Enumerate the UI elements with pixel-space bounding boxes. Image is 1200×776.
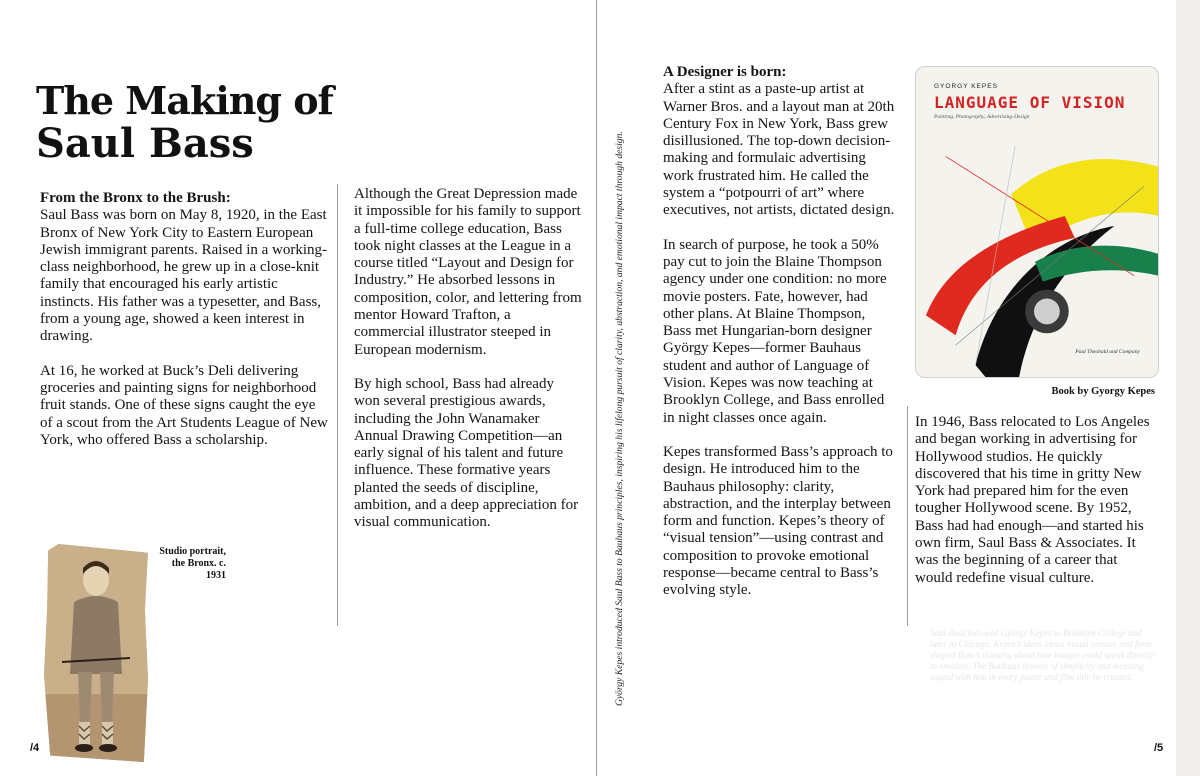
page-edge — [1176, 0, 1200, 776]
faded-background-text: Saul Bass followed György Kepes to Brooklyn College and later to Chicago. Kepes’s ideas about visual tension and form shaped Bass’s thinking about how images could speak directly to emotion. The Bauhaus lessons of simplicity and meaning stayed with him in every poster and film title he created. — [930, 628, 1154, 682]
vertical-pull-quote-text: György Kepes introduced Saul Bass to Bauhaus principles, inspiring his lifelong pursuit of clarity, abstraction, and emotional impact through design. — [614, 131, 625, 706]
paragraph-disillusioned: After a stint as a paste-up artist at Warner Bros. and a layout man at 20th Century Fox in New York, Bass grew disillusioned. The top-down decision-making and formulaic advertising work frustrated him. He called the system a “potpourri of art” where executives, not artists, dictated design. — [663, 81, 895, 219]
book-author: GYORGY KEPES — [934, 83, 998, 90]
book-subtitle: Painting, Photography, Advertising-Design — [934, 114, 1030, 120]
title-line-1: The Making of — [36, 78, 333, 123]
title-line-2: Saul Bass — [36, 120, 254, 167]
section-heading-designer: A Designer is born: — [663, 64, 787, 80]
column-depression — [354, 186, 582, 549]
paragraph-awards: By high school, Bass had already won several prestigious awards, including the John Wanamaker Annual Drawing Competition—an early signal of his talent and future influence. These formative years planted the seeds of discipline, ambition, and a deep appreciation for visual communication. — [354, 375, 579, 531]
section-heading-bronx: From the Bronx to the Brush: — [40, 190, 231, 206]
book-cover-image — [915, 66, 1159, 378]
paragraph-birth: Saul Bass was born on May 8, 1920, in the East Bronx of New York City to Eastern European Jewish immigrant parents. Raised in a working-class neighborhood, he grew up in a close-knit family that encouraged his early artistic instincts. His father was a typesetter, and Bass, from a young age, showed a keen interest in drawing. — [40, 207, 328, 345]
spread-gutter — [596, 0, 597, 776]
column-bronx — [40, 190, 330, 466]
page-title — [36, 80, 336, 166]
paragraph-night-classes: Although the Great Depression made it impossible for his family to support a full-time college education, Bass took night classes at the League in a course titled “Layout and Design for Industry.” He absorbed lessons in composition, color, and lettering from mentor Howard Trafton, a commercial illustrator steeped in European modernism. — [354, 186, 582, 358]
book-publisher: Paul Theobald and Company — [1075, 349, 1140, 355]
paragraph-blaine-thompson: In search of purpose, he took a 50% pay cut to join the Blaine Thompson agency under one condition: no more movie posters. Fate, however, had other plans. At Blaine Thompson, Bass met Hungarian-born designer György Kepes—former Bauhaus student and author of Language of Vision. Kepes was now teaching at Brooklyn College, and Bass enrolled in night classes once again. — [663, 236, 887, 426]
page-number-right: /5 — [1154, 742, 1164, 754]
column-los-angeles — [915, 414, 1155, 604]
book-title: LANGUAGE OF VISION — [934, 93, 1126, 112]
photo-caption: Studio portrait, the Bronx. c. 1931 — [159, 546, 226, 581]
column-divider — [337, 184, 338, 626]
book-caption: Book by Gyorgy Kepes — [1051, 386, 1155, 397]
paragraph-relocation: In 1946, Bass relocated to Los Angeles and began working in advertising for Hollywood studios. He quickly discovered that his time in gritty New York had prepared him for the even tougher Hollywood scene. By 1952, Bass had had enough—and started his own firm, Saul Bass & Associates. It was the beginning of a career that would redefine visual culture. — [915, 414, 1150, 586]
paragraph-deli: At 16, he worked at Buck’s Deli delivering groceries and painting signs for neighborhood fruit stands. One of these signs caught the eye of a scout from the Art Students League of New York, who offered Bass a scholarship. — [40, 362, 328, 448]
column-divider-right — [907, 406, 908, 626]
column-designer-born — [663, 64, 895, 617]
left-page — [0, 0, 596, 776]
portrait-photo — [44, 544, 148, 762]
page-number-left: /4 — [30, 742, 40, 754]
vertical-pull-quote — [614, 131, 628, 706]
paragraph-kepes: Kepes transformed Bass’s approach to design. He introduced him to the Bauhaus philosophy: clarity, abstraction, and the interplay between form and function. Kepes’s theory of “visual tension”—using contrast and composition to provoke emotional response—became central to Bass’s evolving style. — [663, 443, 893, 599]
